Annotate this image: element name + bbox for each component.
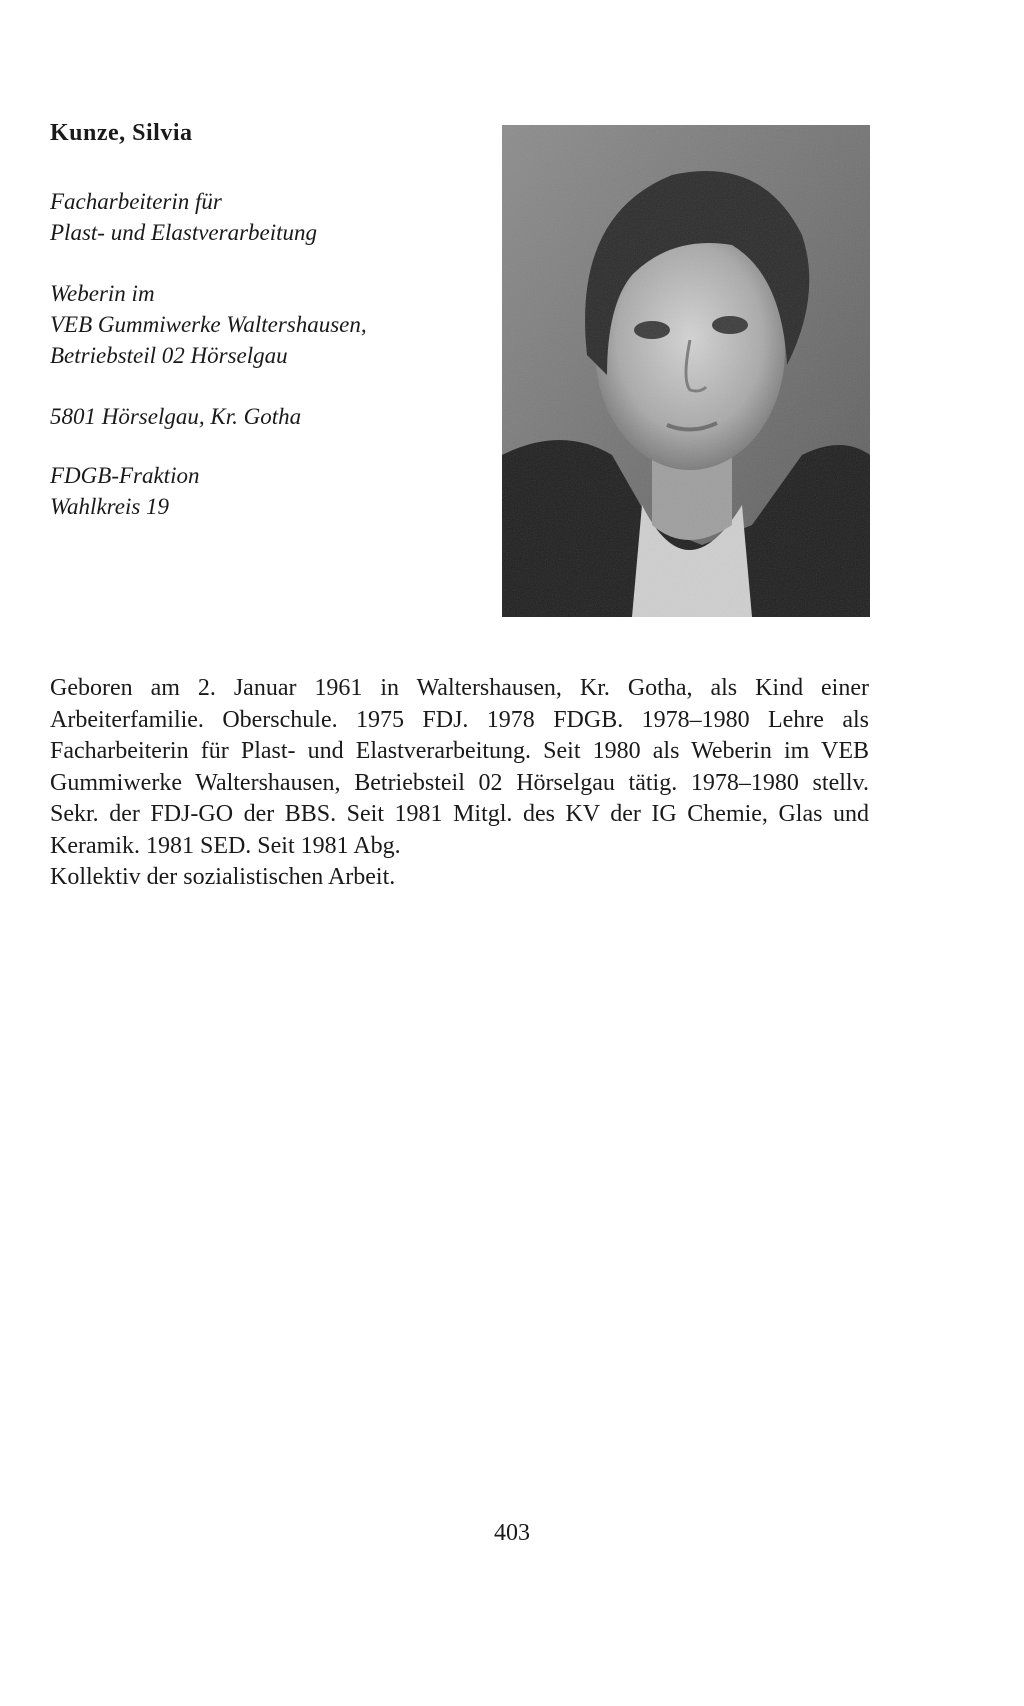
address-line: 5801 Hörselgau, Kr. Gotha [50, 404, 302, 429]
biography-section [50, 673, 869, 894]
workplace-line: Betriebsteil 02 Hörselgau [50, 343, 288, 368]
address-block [50, 401, 301, 432]
biography-text: Geboren am 2. Januar 1961 in Waltershausen, Kr. Gotha, als Kind einer Arbeiterfamilie. Oberschule. 1975 FDJ. 1978 FDGB. 1978–1980 Lehre als Facharbeiterin für Plast- und Elastverarbeitung. Seit 1980 als Weberin im VEB Gummiwerke Waltershausen, Betriebsteil 02 Hörselgau tätig. 1978–1980 stellv. Sekr. der FDJ-GO der BBS. Seit 1981 Mitgl. des KV der IG Chemie, Glas und Keramik. 1981 SED. Seit 1981 Abg. [50, 675, 869, 859]
occupation-line: Plast- und Elastverarbeitung [50, 220, 318, 245]
workplace-block [50, 278, 367, 371]
portrait-image [502, 125, 870, 617]
fraction-block [50, 460, 199, 522]
person-name: Kunze, Silvia [50, 120, 193, 146]
workplace-line: Weberin im [50, 281, 155, 306]
occupation-block [50, 186, 317, 248]
constituency-line: Wahlkreis 19 [50, 494, 170, 519]
workplace-line: VEB Gummiwerke Waltershausen, [50, 312, 367, 337]
occupation-line: Facharbeiterin für [50, 189, 222, 214]
fraction-line: FDGB-Fraktion [50, 463, 200, 488]
portrait-photo [502, 125, 870, 617]
page-number: 403 [494, 1520, 530, 1546]
award-text: Kollektiv der sozialistischen Arbeit. [50, 864, 396, 890]
